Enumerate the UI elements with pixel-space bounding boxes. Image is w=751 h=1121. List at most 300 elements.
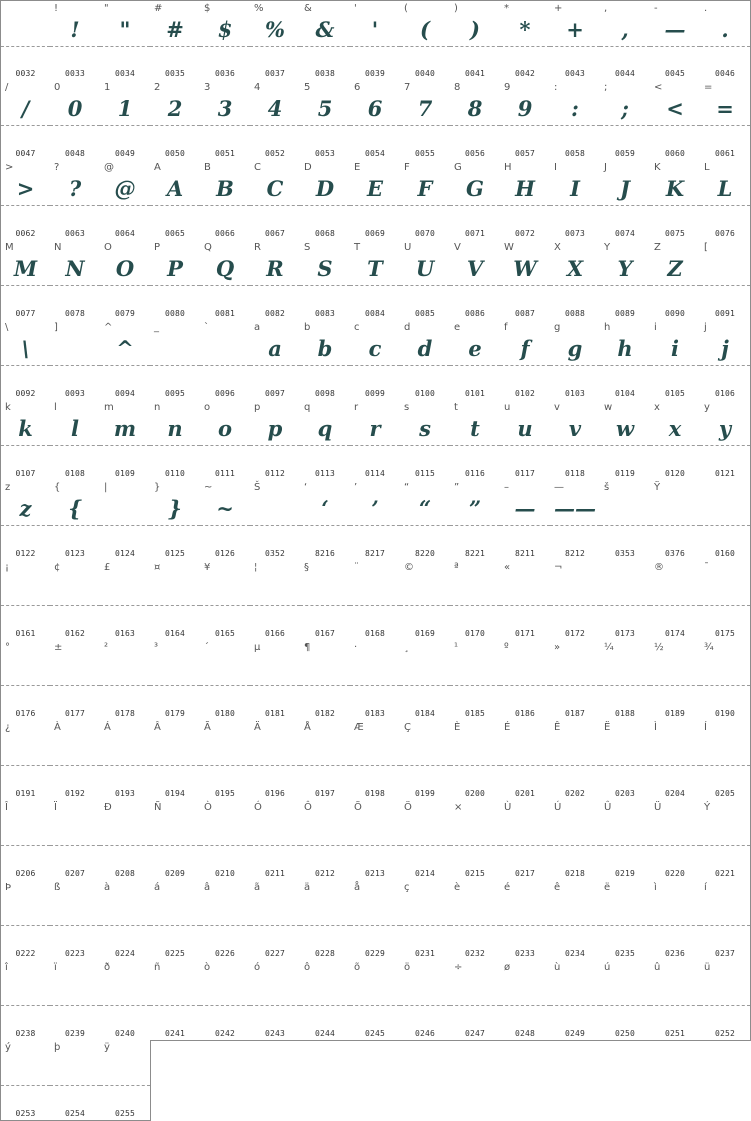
reference-character: È <box>454 722 461 733</box>
baseline-guide <box>150 46 200 47</box>
reference-character: á <box>154 882 161 893</box>
reference-character: ® <box>654 562 664 573</box>
glyph-cell <box>300 320 351 401</box>
reference-character: × <box>454 802 463 813</box>
character-code: 0218 <box>564 869 586 878</box>
glyph-cell <box>400 320 451 401</box>
character-code: 0236 <box>664 949 686 958</box>
reference-character: N <box>54 242 62 253</box>
reference-character: Ò <box>204 802 212 813</box>
character-code: 0174 <box>664 629 686 638</box>
font-glyph: n <box>167 416 183 441</box>
reference-character: x <box>654 402 660 413</box>
baseline-guide <box>1 205 50 206</box>
glyph-cell <box>700 480 751 561</box>
character-code: 0250 <box>614 1029 636 1038</box>
baseline-guide <box>450 845 500 846</box>
font-glyph: < <box>666 96 684 121</box>
glyph-cell <box>250 480 301 561</box>
baseline-guide <box>400 525 450 526</box>
glyph-cell <box>550 800 601 881</box>
glyph-cell <box>650 720 701 801</box>
character-code: 0220 <box>664 869 686 878</box>
reference-character: ´ <box>204 642 209 653</box>
reference-character: í <box>704 882 707 893</box>
baseline-guide <box>600 1005 650 1006</box>
baseline-guide <box>200 1005 250 1006</box>
baseline-guide <box>100 205 150 206</box>
font-glyph: ^ <box>116 336 134 361</box>
character-code: 0187 <box>564 709 586 718</box>
reference-character: B <box>204 162 211 173</box>
font-glyph: G <box>466 176 484 201</box>
glyph-cell <box>200 320 251 401</box>
glyph-cell <box>0 400 51 481</box>
character-code: 0106 <box>714 389 736 398</box>
baseline-guide <box>1 525 50 526</box>
character-code: 0070 <box>414 229 436 238</box>
baseline-guide <box>500 1005 550 1006</box>
character-code: 0228 <box>314 949 336 958</box>
character-code: 0202 <box>564 789 586 798</box>
character-code: 0092 <box>15 389 36 398</box>
glyph-cell <box>250 720 301 801</box>
glyph-cell <box>700 800 751 881</box>
baseline-guide <box>150 765 200 766</box>
glyph-cell <box>500 320 551 401</box>
font-glyph: . <box>721 17 729 42</box>
font-glyph: = <box>716 96 734 121</box>
character-code: 0050 <box>164 149 186 158</box>
glyph-cell <box>200 240 251 321</box>
character-code: 0245 <box>364 1029 386 1038</box>
character-code: 0068 <box>314 229 336 238</box>
baseline-guide <box>150 925 200 926</box>
baseline-guide <box>1 46 50 47</box>
baseline-guide <box>700 685 750 686</box>
baseline-guide <box>600 685 650 686</box>
glyph-cell <box>350 960 401 1041</box>
character-code: 0162 <box>64 629 86 638</box>
reference-character: Ñ <box>154 802 162 813</box>
reference-character: i <box>654 322 657 333</box>
glyph-cell <box>300 240 351 321</box>
baseline-guide <box>300 445 350 446</box>
baseline-guide <box>400 925 450 926</box>
character-code: 0112 <box>264 469 286 478</box>
font-glyph: + <box>566 17 584 42</box>
font-glyph: } <box>168 496 182 521</box>
baseline-guide <box>550 925 600 926</box>
reference-character: < <box>654 82 663 93</box>
character-code: 0217 <box>514 869 536 878</box>
reference-character: u <box>504 402 511 413</box>
glyph-cell <box>200 560 251 641</box>
reference-character: Ö <box>404 802 412 813</box>
reference-character: ì <box>654 882 657 893</box>
reference-character: 4 <box>254 82 261 93</box>
font-glyph: ’ <box>371 496 379 521</box>
font-glyph: d <box>417 336 433 361</box>
baseline-guide <box>300 685 350 686</box>
character-code: 0044 <box>614 69 636 78</box>
glyph-cell <box>700 880 751 961</box>
baseline-guide <box>300 365 350 366</box>
character-code: 0185 <box>464 709 486 718</box>
character-code: 0181 <box>264 709 286 718</box>
glyph-cell <box>100 0 151 81</box>
glyph-cell <box>50 160 101 241</box>
character-code: 0101 <box>464 389 486 398</box>
glyph-cell <box>600 800 651 881</box>
character-code: 0164 <box>164 629 186 638</box>
glyph-cell <box>300 0 351 81</box>
reference-character: 5 <box>304 82 311 93</box>
font-glyph: 6 <box>367 96 383 121</box>
character-code: 0210 <box>214 869 236 878</box>
glyph-cell <box>100 400 151 481</box>
reference-character: Ó <box>254 802 262 813</box>
baseline-guide <box>50 925 100 926</box>
font-glyph: ' <box>371 17 379 42</box>
character-code: 0069 <box>364 229 386 238</box>
glyph-cell <box>100 480 151 561</box>
glyph-cell <box>350 640 401 721</box>
glyph-cell <box>50 800 101 881</box>
glyph-cell <box>0 800 51 881</box>
glyph-cell <box>600 80 651 161</box>
baseline-guide <box>50 1005 100 1006</box>
font-glyph: ~ <box>216 496 234 521</box>
font-glyph: V <box>466 256 484 281</box>
baseline-guide <box>50 845 100 846</box>
font-glyph: " <box>119 17 131 42</box>
glyph-cell <box>400 720 451 801</box>
reference-character: r <box>354 402 359 413</box>
font-glyph: N <box>65 256 85 281</box>
glyph-cell <box>100 800 151 881</box>
character-code: 0110 <box>164 469 186 478</box>
reference-character: Ç <box>404 722 411 733</box>
character-code: 0231 <box>414 949 436 958</box>
character-code: 0094 <box>114 389 136 398</box>
glyph-cell <box>700 320 751 401</box>
reference-character: p <box>254 402 261 413</box>
reference-character: Ë <box>604 722 611 733</box>
font-glyph: > <box>16 176 35 201</box>
font-glyph: H <box>515 176 535 201</box>
font-glyph: ? <box>68 176 82 201</box>
glyph-cell <box>700 720 751 801</box>
baseline-guide <box>650 765 700 766</box>
reference-character: Í <box>704 722 707 733</box>
character-code: 0055 <box>414 149 436 158</box>
baseline-guide <box>600 125 650 126</box>
baseline-guide <box>500 285 550 286</box>
glyph-cell <box>600 0 651 81</box>
glyph-cell <box>300 160 351 241</box>
glyph-cell <box>450 880 501 961</box>
character-code: 0184 <box>414 709 436 718</box>
reference-character: õ <box>354 962 361 973</box>
font-glyph: f <box>520 336 530 361</box>
baseline-guide <box>400 205 450 206</box>
glyph-cell <box>450 640 501 721</box>
reference-character: v <box>554 402 560 413</box>
reference-character: û <box>654 962 661 973</box>
reference-character: ¼ <box>604 642 614 653</box>
character-code: 0121 <box>714 469 736 478</box>
character-code: 0242 <box>214 1029 236 1038</box>
reference-character: ! <box>54 3 59 14</box>
character-code: 0182 <box>314 709 336 718</box>
reference-character: Ú <box>554 802 562 813</box>
character-code: 0252 <box>714 1029 736 1038</box>
character-code: 0047 <box>15 149 36 158</box>
reference-character: 1 <box>104 82 111 93</box>
baseline-guide <box>450 125 500 126</box>
baseline-guide <box>1 125 50 126</box>
character-code: 0084 <box>364 309 386 318</box>
font-glyph: X <box>566 256 584 281</box>
character-code: 0191 <box>15 789 36 798</box>
reference-character: { <box>54 482 61 493</box>
reference-character: þ <box>54 1042 61 1053</box>
baseline-guide <box>1 1005 50 1006</box>
reference-character: ô <box>304 962 311 973</box>
glyph-cell <box>0 560 51 641</box>
reference-character: ¯ <box>704 562 709 573</box>
baseline-guide <box>550 205 600 206</box>
baseline-guide <box>350 685 400 686</box>
baseline-guide <box>350 205 400 206</box>
glyph-cell <box>150 400 201 481</box>
baseline-guide <box>500 365 550 366</box>
baseline-guide <box>350 365 400 366</box>
baseline-guide <box>100 1085 150 1086</box>
reference-character: ó <box>254 962 261 973</box>
baseline-guide <box>150 845 200 846</box>
glyph-cell <box>50 80 101 161</box>
baseline-guide <box>600 46 650 47</box>
baseline-guide <box>650 285 700 286</box>
font-glyph: k <box>18 416 33 441</box>
reference-character: q <box>304 402 311 413</box>
glyph-cell <box>350 560 401 641</box>
glyph-cell <box>400 960 451 1041</box>
reference-character: F <box>404 162 410 173</box>
reference-character: 8 <box>454 82 461 93</box>
character-code: 0061 <box>714 149 736 158</box>
baseline-guide <box>650 445 700 446</box>
character-code: 0111 <box>214 469 236 478</box>
glyph-cell <box>600 720 651 801</box>
baseline-guide <box>450 925 500 926</box>
glyph-cell <box>500 800 551 881</box>
character-code: 0064 <box>114 229 136 238</box>
reference-character: ` <box>204 322 209 333</box>
reference-character: Ÿ <box>654 482 661 493</box>
glyph-cell <box>450 960 501 1041</box>
reference-character: * <box>504 3 509 14</box>
character-code: 0255 <box>114 1109 136 1118</box>
baseline-guide <box>300 205 350 206</box>
reference-character: à <box>104 882 111 893</box>
character-code: 0066 <box>214 229 236 238</box>
character-code: 0246 <box>414 1029 436 1038</box>
character-code: 0237 <box>714 949 736 958</box>
glyph-cell <box>150 800 201 881</box>
font-glyph: ; <box>621 96 629 121</box>
reference-character: î <box>5 962 8 973</box>
font-glyph: s <box>419 416 431 441</box>
character-code: 0205 <box>714 789 736 798</box>
font-glyph: e <box>468 336 482 361</box>
font-glyph: B <box>216 176 234 201</box>
glyph-cell <box>100 240 151 321</box>
baseline-guide <box>200 205 250 206</box>
character-code: 0065 <box>164 229 186 238</box>
baseline-guide <box>200 765 250 766</box>
glyph-cell <box>100 1040 151 1121</box>
reference-character: ' <box>354 3 357 14</box>
character-code: 0248 <box>514 1029 536 1038</box>
character-code: 0078 <box>64 309 86 318</box>
font-glyph: 2 <box>167 96 183 121</box>
baseline-guide <box>250 925 300 926</box>
baseline-guide <box>150 685 200 686</box>
glyph-cell <box>250 960 301 1041</box>
font-glyph: { <box>68 496 82 521</box>
reference-character: ä <box>304 882 311 893</box>
baseline-guide <box>100 1005 150 1006</box>
character-code: 0195 <box>214 789 236 798</box>
reference-character: © <box>404 562 414 573</box>
glyph-cell <box>300 480 351 561</box>
reference-character: Ê <box>554 722 561 733</box>
baseline-guide <box>650 365 700 366</box>
glyph-cell <box>50 400 101 481</box>
glyph-cell <box>600 960 651 1041</box>
character-code: 0073 <box>564 229 586 238</box>
reference-character: ‘ <box>304 482 308 493</box>
character-code: 0042 <box>514 69 536 78</box>
reference-character: Î <box>5 802 8 813</box>
baseline-guide <box>700 525 750 526</box>
reference-character: ð <box>104 962 111 973</box>
character-code: 0036 <box>214 69 236 78</box>
baseline-guide <box>700 205 750 206</box>
character-code: 0197 <box>314 789 336 798</box>
character-code: 0053 <box>314 149 336 158</box>
glyph-cell <box>600 880 651 961</box>
glyph-cell <box>400 400 451 481</box>
font-glyph: 9 <box>517 96 533 121</box>
baseline-guide <box>50 125 100 126</box>
reference-character: V <box>454 242 461 253</box>
reference-character: ý <box>5 1042 11 1053</box>
reference-character: | <box>104 482 108 493</box>
font-glyph: ( <box>420 17 430 42</box>
baseline-guide <box>350 765 400 766</box>
baseline-guide <box>550 685 600 686</box>
baseline-guide <box>700 1005 750 1006</box>
glyph-cell <box>500 160 551 241</box>
baseline-guide <box>150 205 200 206</box>
baseline-guide <box>50 46 100 47</box>
reference-character: Á <box>104 722 111 733</box>
baseline-guide <box>300 125 350 126</box>
glyph-cell <box>300 640 351 721</box>
baseline-guide <box>200 925 250 926</box>
baseline-guide <box>250 525 300 526</box>
character-code: 0085 <box>414 309 436 318</box>
baseline-guide <box>500 205 550 206</box>
character-code: 0221 <box>714 869 736 878</box>
font-glyph: j <box>721 336 729 361</box>
font-glyph: U <box>415 256 435 281</box>
reference-character: o <box>204 402 211 413</box>
reference-character: Š <box>254 482 261 493</box>
baseline-guide <box>450 285 500 286</box>
glyph-cell <box>300 80 351 161</box>
glyph-cell <box>200 160 251 241</box>
baseline-guide <box>300 1005 350 1006</box>
glyph-cell <box>150 720 201 801</box>
reference-character: ë <box>604 882 611 893</box>
baseline-guide <box>450 605 500 606</box>
character-code: 0352 <box>264 549 286 558</box>
baseline-guide <box>250 765 300 766</box>
character-code: 0054 <box>364 149 386 158</box>
character-code: 0249 <box>564 1029 586 1038</box>
glyph-cell <box>200 0 251 81</box>
character-code: 0233 <box>514 949 536 958</box>
character-code: 0071 <box>464 229 486 238</box>
character-code: 0124 <box>114 549 136 558</box>
glyph-cell <box>450 80 501 161</box>
character-code: 0167 <box>314 629 336 638</box>
character-code: 0196 <box>264 789 286 798</box>
baseline-guide <box>500 525 550 526</box>
glyph-cell <box>700 240 751 321</box>
baseline-guide <box>600 285 650 286</box>
glyph-cell <box>0 640 51 721</box>
reference-character: £ <box>104 562 111 573</box>
baseline-guide <box>300 525 350 526</box>
glyph-cell <box>250 560 301 641</box>
reference-character: ª <box>454 562 459 573</box>
character-code: 0096 <box>214 389 236 398</box>
character-code: 0058 <box>564 149 586 158</box>
glyph-cell <box>600 640 651 721</box>
reference-character: “ <box>404 482 410 493</box>
font-glyph: — <box>664 17 686 42</box>
glyph-cell <box>700 400 751 481</box>
character-code: 0204 <box>664 789 686 798</box>
glyph-cell <box>400 560 451 641</box>
glyph-cell <box>450 320 501 401</box>
baseline-guide <box>500 445 550 446</box>
baseline-guide <box>250 845 300 846</box>
character-code: 0099 <box>364 389 386 398</box>
character-code: 0035 <box>164 69 186 78</box>
glyph-cell <box>500 880 551 961</box>
reference-character: " <box>104 3 109 14</box>
baseline-guide <box>100 765 150 766</box>
reference-character: Ð <box>104 802 112 813</box>
character-code: 0229 <box>364 949 386 958</box>
